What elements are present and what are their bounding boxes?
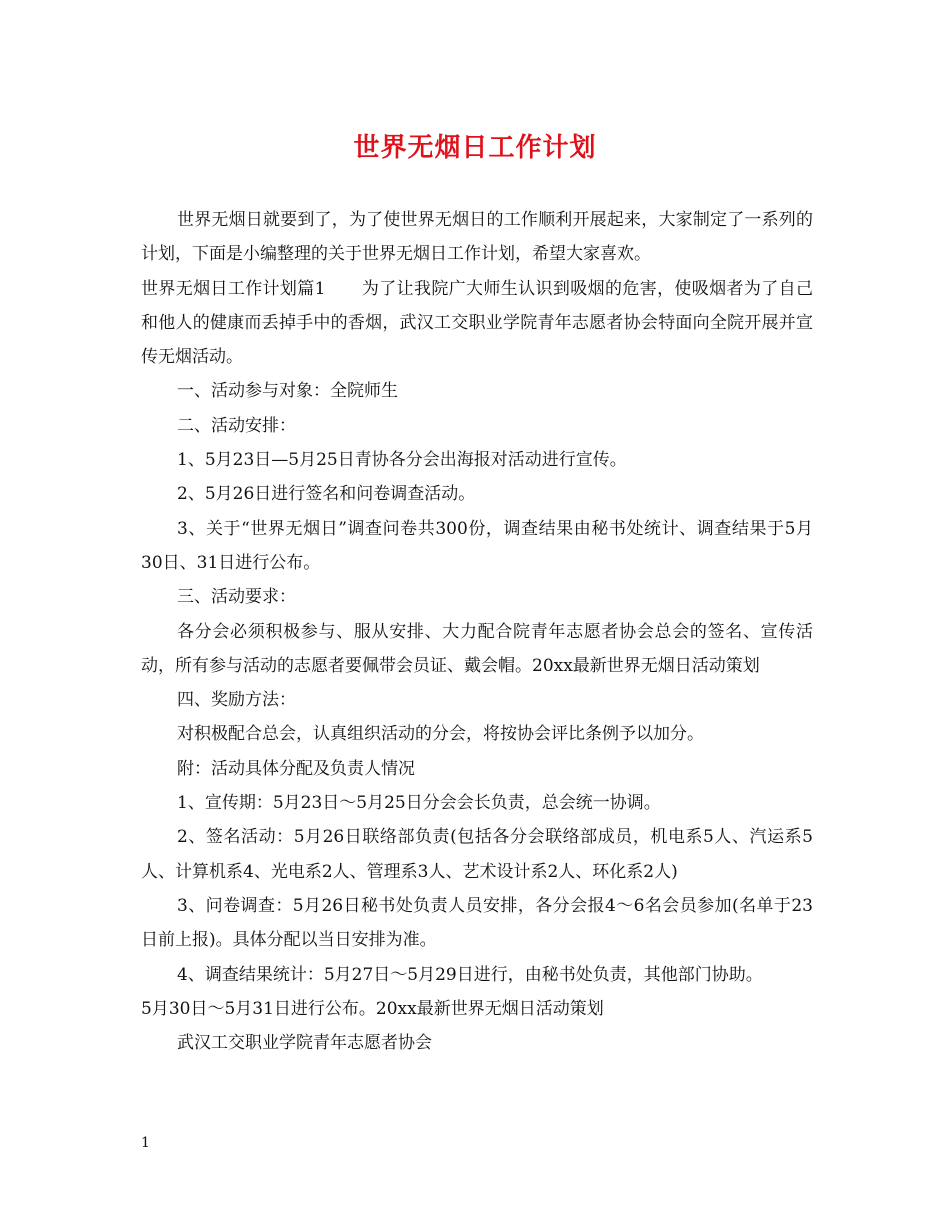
paragraph-appendix-4: 4、调查结果统计：5月27日～5月29日进行，由秘书处负责，其他部门协助。 — [177, 964, 763, 985]
paragraph-rewards: 对积极配合总会，认真组织活动的分会，将按协会评比条例予以加分。 — [177, 724, 704, 745]
page-number: 1 — [141, 1135, 150, 1151]
paragraph-appendix-1: 1、宣传期：5月23日～5月25日分会会长负责，总会统一协调。 — [177, 793, 661, 814]
paragraph-schedule-1: 1、5月23日—5月25日青协各分会出海报对活动进行宣传。 — [177, 450, 627, 471]
paragraph-schedule-heading: 二、活动安排： — [177, 415, 296, 436]
paragraph-publish: 5月30日～5月31日进行公布。20xx最新世界无烟日活动策划 — [141, 998, 604, 1019]
paragraph-rewards-heading: 四、奖励方法： — [177, 690, 296, 711]
paragraph-schedule-2: 2、5月26日进行签名和问卷调查活动。 — [177, 484, 476, 505]
signature-organization: 武汉工交职业学院青年志愿者协会 — [177, 1033, 432, 1054]
paragraph-appendix-3: 3、问卷调查：5月26日秘书处负责人员安排，各分会报4～6名会员参加(名单于23日前上报)。具体分配以当日安排为准。 — [141, 895, 813, 951]
paragraph-schedule-3: 3、关于“世界无烟日”调查问卷共300份，调查结果由秘书处统计、调查结果于5月30日、31日进行公布。 — [141, 518, 813, 573]
document-body — [141, 203, 813, 1060]
paragraph-appendix-2: 2、签名活动：5月26日联络部负责(包括各分会联络部成员，机电系5人、汽运系5人、计算机系4、光电系2人、管理系3人、艺术设计系2人、环化系2人) — [141, 827, 813, 882]
section-intro: 为了让我院广大师生认识到吸烟的危害，使吸烟者为了自己和他人的健康而丢掉手中的香烟，武汉工交职业学院青年志愿者协会特面向全院开展并宣传无烟活动。 — [141, 278, 813, 368]
document-title: 世界无烟日工作计划 — [353, 133, 597, 163]
paragraph-target: 一、活动参与对象：全院师生 — [177, 381, 398, 402]
paragraph-requirements-heading: 三、活动要求： — [177, 587, 296, 608]
paragraph-appendix: 附：活动具体分配及负责人情况 — [177, 758, 415, 779]
section-paragraph — [141, 272, 813, 375]
paragraph-requirements: 各分会必须积极参与、服从安排、大力配合院青年志愿者协会总会的签名、宣传活动，所有参与活动的志愿者要佩带会员证、戴会帽。20xx最新世界无烟日活动策划 — [141, 621, 813, 676]
intro-paragraph: 世界无烟日就要到了，为了使世界无烟日的工作顺利开展起来，大家制定了一系列的计划，下面是小编整理的关于世界无烟日工作计划，希望大家喜欢。 — [141, 210, 813, 265]
section-heading: 世界无烟日工作计划篇1 — [141, 278, 326, 299]
